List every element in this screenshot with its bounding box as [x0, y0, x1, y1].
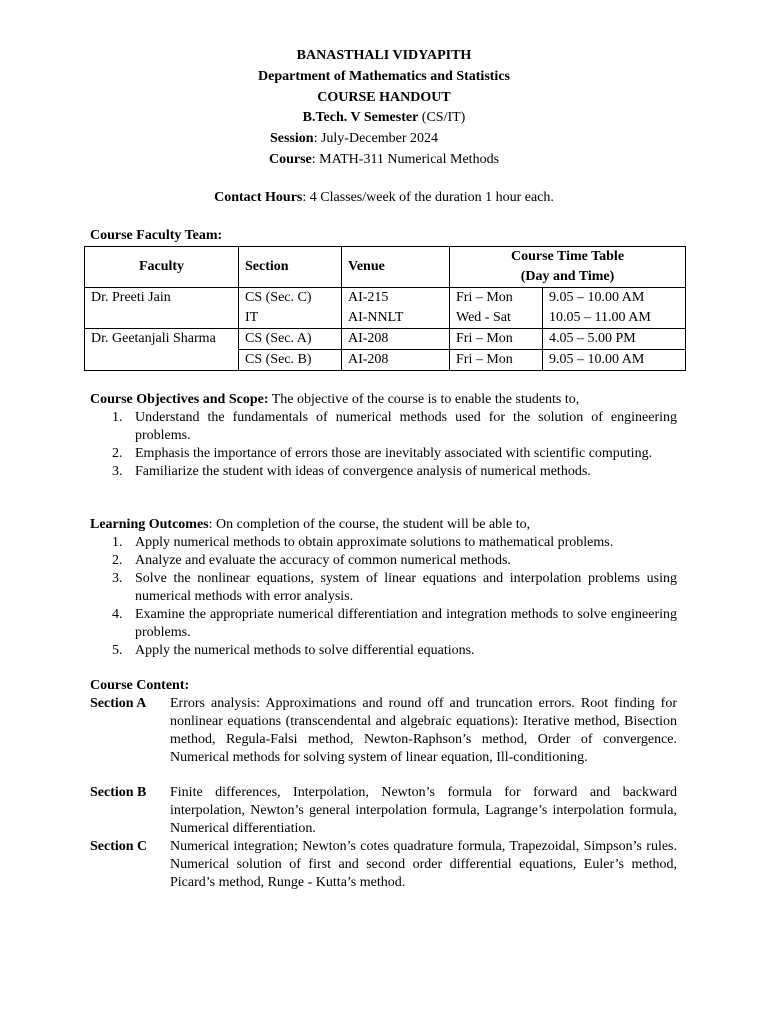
section-label: Section A: [90, 696, 147, 711]
cell-time: 10.05 – 11.00 AM: [543, 308, 686, 329]
contact-hours-value: : 4 Classes/week of the duration 1 hour each.: [302, 190, 554, 205]
col-header-timetable: [450, 247, 686, 288]
content-section-c: [90, 838, 677, 892]
contact-hours-line: [0, 189, 768, 207]
table-header-row: [85, 247, 686, 288]
list-item: 2. Analyze and evaluate the accuracy of common numerical methods.: [112, 553, 511, 568]
session-label: Session: [270, 131, 314, 146]
objectives-intro: The objective of the course is to enable the students to,: [268, 392, 580, 407]
contact-hours-label: Contact Hours: [214, 190, 303, 205]
outcomes-intro: : On completion of the course, the student will be able to,: [208, 517, 531, 532]
cell-venue: AI-208: [342, 350, 450, 371]
institution-name: BANASTHALI VIDYAPITH: [296, 48, 472, 63]
list-item: 4. Examine the appropriate numerical differentiation and integration methods to solve engineering problems.: [112, 607, 677, 640]
cell-time: 9.05 – 10.00 AM: [543, 288, 686, 309]
content-section-a: [90, 695, 677, 767]
cell-time: 4.05 – 5.00 PM: [543, 329, 686, 350]
objectives-label: Course Objectives and Scope:: [90, 392, 269, 407]
cell-faculty: Dr. Preeti Jain: [85, 288, 239, 309]
cell-day: Fri – Mon: [450, 288, 543, 309]
course-line: [0, 151, 768, 169]
table-row: [85, 329, 686, 350]
table-row: [85, 288, 686, 309]
list-item: 1. Understand the fundamentals of numerical methods used for the solution of engineering problems.: [112, 410, 677, 443]
cell-day: Fri – Mon: [450, 350, 543, 371]
session-value: : July-December 2024: [313, 131, 438, 146]
outcomes-label: Learning Outcomes: [90, 517, 209, 532]
list-item: 3. Solve the nonlinear equations, system of linear equations and interpolation problems using numerical methods with error analysis.: [112, 571, 677, 604]
section-label: Section B: [90, 785, 147, 800]
cell-section: IT: [239, 308, 342, 329]
outcomes-list: [90, 534, 677, 660]
cell-venue: AI-215: [342, 288, 450, 309]
cell-venue: AI-NNLT: [342, 308, 450, 329]
program-line: [0, 109, 768, 127]
program-name: B.Tech. V Semester: [302, 110, 419, 125]
col-header-faculty: Faculty: [85, 247, 239, 288]
section-text: Errors analysis: Approximations and round off and truncation errors. Root finding for nonlinear equations (transcendental and algebraic equations): Iterative method, Bisection method, Regula-Falsi method, Newton-Raphson’s method, Order of convergence. Numerical methods for solving system of linear equation, Ill-conditioning.: [170, 696, 677, 765]
course-value: : MATH-311 Numerical Methods: [311, 152, 500, 167]
section-label: Section C: [90, 839, 148, 854]
course-label: Course: [268, 152, 312, 167]
document-title: COURSE HANDOUT: [317, 90, 451, 105]
faculty-team-heading: Course Faculty Team:: [90, 228, 223, 243]
list-item: 3. Familiarize the student with ideas of convergence analysis of numerical methods.: [112, 464, 591, 479]
department-name: Department of Mathematics and Statistics: [258, 69, 510, 84]
list-item: 2. Emphasis the importance of errors those are inevitably associated with scientific computing.: [112, 446, 653, 461]
list-item: 5. Apply the numerical methods to solve differential equations.: [112, 643, 475, 658]
col-header-venue: Venue: [342, 247, 450, 288]
cell-section: CS (Sec. C): [239, 288, 342, 309]
timetable-header-line2: (Day and Time): [520, 269, 615, 284]
cell-faculty: Dr. Geetanjali Sharma: [85, 329, 239, 350]
program-suffix: (CS/IT): [418, 110, 466, 125]
session-line: [0, 130, 738, 148]
faculty-timetable: [84, 246, 686, 371]
table-row: [85, 308, 686, 329]
outcomes-heading-line: [90, 516, 690, 534]
cell-venue: AI-208: [342, 329, 450, 350]
cell-day: Fri – Mon: [450, 329, 543, 350]
table-row: [85, 350, 686, 371]
cell-section: CS (Sec. B): [239, 350, 342, 371]
content-section-b: [90, 784, 677, 838]
cell-faculty: [85, 350, 239, 371]
timetable-header-line1: Course Time Table: [510, 249, 625, 264]
objectives-heading-line: [90, 391, 690, 409]
section-text: Finite differences, Interpolation, Newton’s formula for forward and backward interpolation, Newton’s general interpolation formula, Lagrange’s interpolation formula, Numerical differentiation.: [170, 785, 677, 836]
cell-section: CS (Sec. A): [239, 329, 342, 350]
course-content-heading: Course Content:: [90, 678, 190, 693]
col-header-section: Section: [239, 247, 342, 288]
objectives-list: [90, 409, 677, 481]
cell-day: Wed - Sat: [450, 308, 543, 329]
section-text: Numerical integration; Newton’s cotes quadrature formula, Trapezoidal, Simpson’s rules. Numerical solution of first and second order differential equations, Euler’s method, Picard’s method, Runge - Kutta’s method.: [170, 839, 677, 890]
cell-time: 9.05 – 10.00 AM: [543, 350, 686, 371]
cell-faculty: [85, 308, 239, 329]
list-item: 1. Apply numerical methods to obtain approximate solutions to mathematical problems.: [112, 535, 614, 550]
